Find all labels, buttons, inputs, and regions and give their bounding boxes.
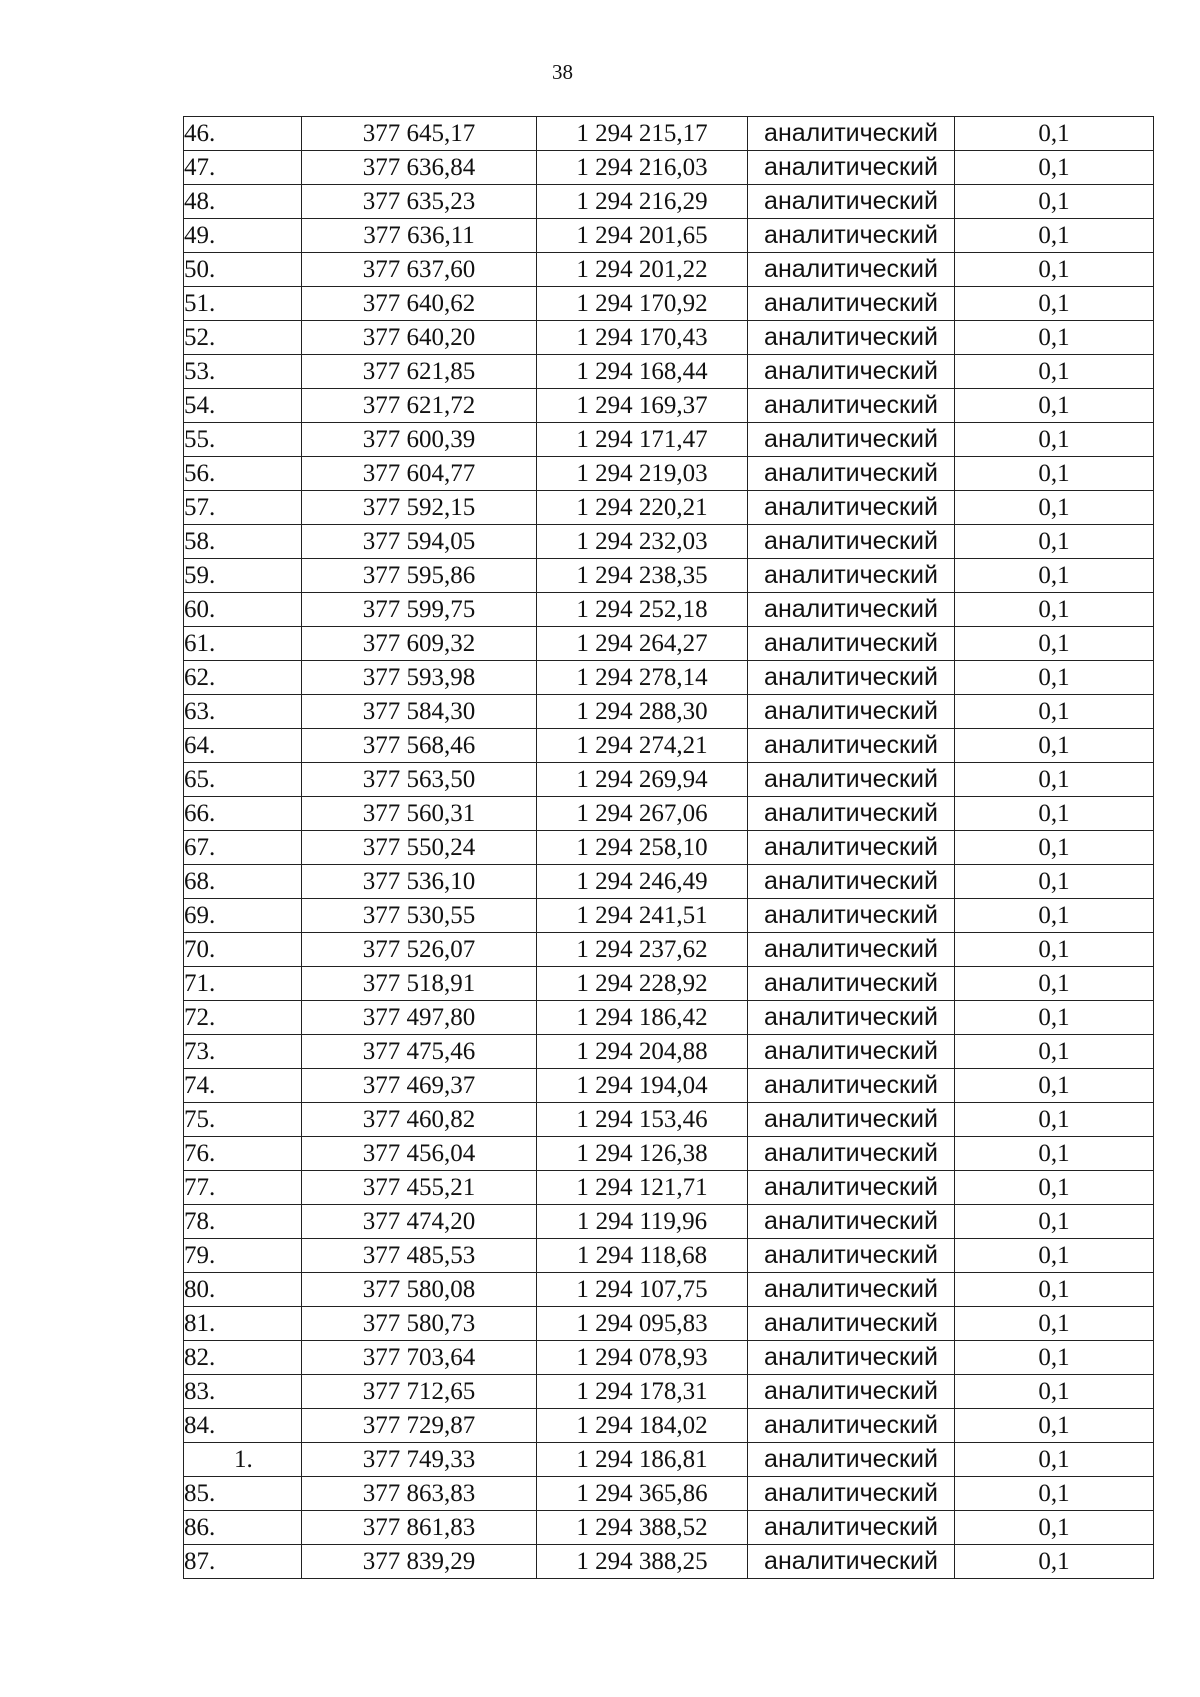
method-cell: аналитический <box>748 423 955 457</box>
y-coordinate-cell: 1 294 168,44 <box>537 355 748 389</box>
accuracy-cell: 0,1 <box>955 253 1154 287</box>
method-cell: аналитический <box>748 1307 955 1341</box>
method-cell: аналитический <box>748 695 955 729</box>
accuracy-cell: 0,1 <box>955 491 1154 525</box>
point-number-cell: 48. <box>184 185 302 219</box>
point-number-cell: 50. <box>184 253 302 287</box>
table-row <box>184 253 1154 287</box>
table-row <box>184 763 1154 797</box>
x-coordinate-cell: 377 645,17 <box>302 117 537 151</box>
table-row <box>184 1477 1154 1511</box>
x-coordinate-cell: 377 863,83 <box>302 1477 537 1511</box>
y-coordinate-cell: 1 294 388,52 <box>537 1511 748 1545</box>
x-coordinate-cell: 377 474,20 <box>302 1205 537 1239</box>
method-cell: аналитический <box>748 491 955 525</box>
point-number-cell: 58. <box>184 525 302 559</box>
y-coordinate-cell: 1 294 269,94 <box>537 763 748 797</box>
point-number-cell: 76. <box>184 1137 302 1171</box>
method-cell: аналитический <box>748 967 955 1001</box>
point-number-cell: 81. <box>184 1307 302 1341</box>
y-coordinate-cell: 1 294 184,02 <box>537 1409 748 1443</box>
table-row <box>184 185 1154 219</box>
accuracy-cell: 0,1 <box>955 831 1154 865</box>
accuracy-cell: 0,1 <box>955 797 1154 831</box>
method-cell: аналитический <box>748 1545 955 1579</box>
method-cell: аналитический <box>748 627 955 661</box>
x-coordinate-cell: 377 563,50 <box>302 763 537 797</box>
table-row <box>184 1273 1154 1307</box>
method-cell: аналитический <box>748 457 955 491</box>
coordinates-table <box>183 116 1154 1579</box>
accuracy-cell: 0,1 <box>955 287 1154 321</box>
accuracy-cell: 0,1 <box>955 763 1154 797</box>
y-coordinate-cell: 1 294 228,92 <box>537 967 748 1001</box>
table-row <box>184 559 1154 593</box>
table-row <box>184 321 1154 355</box>
accuracy-cell: 0,1 <box>955 355 1154 389</box>
method-cell: аналитический <box>748 1273 955 1307</box>
method-cell: аналитический <box>748 389 955 423</box>
point-number-cell: 60. <box>184 593 302 627</box>
y-coordinate-cell: 1 294 238,35 <box>537 559 748 593</box>
accuracy-cell: 0,1 <box>955 593 1154 627</box>
page-number: 38 <box>552 60 573 84</box>
y-coordinate-cell: 1 294 288,30 <box>537 695 748 729</box>
point-number-cell: 82. <box>184 1341 302 1375</box>
y-coordinate-cell: 1 294 264,27 <box>537 627 748 661</box>
accuracy-cell: 0,1 <box>955 1341 1154 1375</box>
method-cell: аналитический <box>748 865 955 899</box>
table-row <box>184 1341 1154 1375</box>
table-row <box>184 1103 1154 1137</box>
method-cell: аналитический <box>748 1443 955 1477</box>
method-cell: аналитический <box>748 593 955 627</box>
x-coordinate-cell: 377 460,82 <box>302 1103 537 1137</box>
accuracy-cell: 0,1 <box>955 389 1154 423</box>
table-row <box>184 661 1154 695</box>
method-cell: аналитический <box>748 1205 955 1239</box>
x-coordinate-cell: 377 580,08 <box>302 1273 537 1307</box>
table-row <box>184 389 1154 423</box>
method-cell: аналитический <box>748 117 955 151</box>
accuracy-cell: 0,1 <box>955 1171 1154 1205</box>
x-coordinate-cell: 377 640,62 <box>302 287 537 321</box>
point-number-cell: 66. <box>184 797 302 831</box>
accuracy-cell: 0,1 <box>955 695 1154 729</box>
y-coordinate-cell: 1 294 126,38 <box>537 1137 748 1171</box>
y-coordinate-cell: 1 294 170,92 <box>537 287 748 321</box>
table-row <box>184 1001 1154 1035</box>
y-coordinate-cell: 1 294 118,68 <box>537 1239 748 1273</box>
x-coordinate-cell: 377 594,05 <box>302 525 537 559</box>
point-number-cell: 67. <box>184 831 302 865</box>
y-coordinate-cell: 1 294 215,17 <box>537 117 748 151</box>
accuracy-cell: 0,1 <box>955 1001 1154 1035</box>
y-coordinate-cell: 1 294 246,49 <box>537 865 748 899</box>
table-row <box>184 865 1154 899</box>
y-coordinate-cell: 1 294 119,96 <box>537 1205 748 1239</box>
method-cell: аналитический <box>748 729 955 763</box>
point-number-cell: 59. <box>184 559 302 593</box>
y-coordinate-cell: 1 294 178,31 <box>537 1375 748 1409</box>
table-row <box>184 593 1154 627</box>
table-row <box>184 151 1154 185</box>
table-row <box>184 457 1154 491</box>
x-coordinate-cell: 377 640,20 <box>302 321 537 355</box>
accuracy-cell: 0,1 <box>955 1511 1154 1545</box>
y-coordinate-cell: 1 294 237,62 <box>537 933 748 967</box>
point-number-cell: 52. <box>184 321 302 355</box>
table-row <box>184 1511 1154 1545</box>
x-coordinate-cell: 377 600,39 <box>302 423 537 457</box>
y-coordinate-cell: 1 294 201,22 <box>537 253 748 287</box>
x-coordinate-cell: 377 518,91 <box>302 967 537 1001</box>
method-cell: аналитический <box>748 185 955 219</box>
y-coordinate-cell: 1 294 121,71 <box>537 1171 748 1205</box>
accuracy-cell: 0,1 <box>955 933 1154 967</box>
point-number-cell: 1. <box>184 1443 302 1477</box>
table-row <box>184 1035 1154 1069</box>
method-cell: аналитический <box>748 899 955 933</box>
y-coordinate-cell: 1 294 258,10 <box>537 831 748 865</box>
table-row <box>184 831 1154 865</box>
accuracy-cell: 0,1 <box>955 627 1154 661</box>
accuracy-cell: 0,1 <box>955 1205 1154 1239</box>
accuracy-cell: 0,1 <box>955 1273 1154 1307</box>
y-coordinate-cell: 1 294 171,47 <box>537 423 748 457</box>
method-cell: аналитический <box>748 1375 955 1409</box>
table-row <box>184 729 1154 763</box>
table-row <box>184 1545 1154 1579</box>
point-number-cell: 78. <box>184 1205 302 1239</box>
x-coordinate-cell: 377 635,23 <box>302 185 537 219</box>
table-row <box>184 695 1154 729</box>
y-coordinate-cell: 1 294 216,29 <box>537 185 748 219</box>
accuracy-cell: 0,1 <box>955 525 1154 559</box>
table-row <box>184 355 1154 389</box>
method-cell: аналитический <box>748 1409 955 1443</box>
x-coordinate-cell: 377 729,87 <box>302 1409 537 1443</box>
method-cell: аналитический <box>748 1171 955 1205</box>
table-row <box>184 1307 1154 1341</box>
table-row <box>184 1205 1154 1239</box>
x-coordinate-cell: 377 550,24 <box>302 831 537 865</box>
x-coordinate-cell: 377 636,11 <box>302 219 537 253</box>
x-coordinate-cell: 377 526,07 <box>302 933 537 967</box>
y-coordinate-cell: 1 294 194,04 <box>537 1069 748 1103</box>
point-number-cell: 85. <box>184 1477 302 1511</box>
method-cell: аналитический <box>748 831 955 865</box>
y-coordinate-cell: 1 294 241,51 <box>537 899 748 933</box>
y-coordinate-cell: 1 294 267,06 <box>537 797 748 831</box>
x-coordinate-cell: 377 609,32 <box>302 627 537 661</box>
method-cell: аналитический <box>748 253 955 287</box>
y-coordinate-cell: 1 294 232,03 <box>537 525 748 559</box>
x-coordinate-cell: 377 839,29 <box>302 1545 537 1579</box>
x-coordinate-cell: 377 712,65 <box>302 1375 537 1409</box>
accuracy-cell: 0,1 <box>955 185 1154 219</box>
table-row <box>184 1171 1154 1205</box>
x-coordinate-cell: 377 455,21 <box>302 1171 537 1205</box>
method-cell: аналитический <box>748 661 955 695</box>
method-cell: аналитический <box>748 559 955 593</box>
method-cell: аналитический <box>748 219 955 253</box>
accuracy-cell: 0,1 <box>955 1545 1154 1579</box>
point-number-cell: 49. <box>184 219 302 253</box>
method-cell: аналитический <box>748 1103 955 1137</box>
accuracy-cell: 0,1 <box>955 1103 1154 1137</box>
point-number-cell: 51. <box>184 287 302 321</box>
y-coordinate-cell: 1 294 252,18 <box>537 593 748 627</box>
y-coordinate-cell: 1 294 201,65 <box>537 219 748 253</box>
table-row <box>184 287 1154 321</box>
y-coordinate-cell: 1 294 365,86 <box>537 1477 748 1511</box>
table-row <box>184 1409 1154 1443</box>
point-number-cell: 69. <box>184 899 302 933</box>
table-row <box>184 1375 1154 1409</box>
point-number-cell: 56. <box>184 457 302 491</box>
table-row <box>184 627 1154 661</box>
point-number-cell: 68. <box>184 865 302 899</box>
y-coordinate-cell: 1 294 078,93 <box>537 1341 748 1375</box>
method-cell: аналитический <box>748 321 955 355</box>
point-number-cell: 62. <box>184 661 302 695</box>
y-coordinate-cell: 1 294 186,81 <box>537 1443 748 1477</box>
method-cell: аналитический <box>748 1477 955 1511</box>
x-coordinate-cell: 377 497,80 <box>302 1001 537 1035</box>
x-coordinate-cell: 377 621,85 <box>302 355 537 389</box>
x-coordinate-cell: 377 636,84 <box>302 151 537 185</box>
y-coordinate-cell: 1 294 153,46 <box>537 1103 748 1137</box>
accuracy-cell: 0,1 <box>955 219 1154 253</box>
table-row <box>184 967 1154 1001</box>
accuracy-cell: 0,1 <box>955 1409 1154 1443</box>
y-coordinate-cell: 1 294 216,03 <box>537 151 748 185</box>
accuracy-cell: 0,1 <box>955 1069 1154 1103</box>
x-coordinate-cell: 377 599,75 <box>302 593 537 627</box>
x-coordinate-cell: 377 595,86 <box>302 559 537 593</box>
x-coordinate-cell: 377 621,72 <box>302 389 537 423</box>
method-cell: аналитический <box>748 1001 955 1035</box>
method-cell: аналитический <box>748 1137 955 1171</box>
accuracy-cell: 0,1 <box>955 967 1154 1001</box>
table-row <box>184 491 1154 525</box>
table-row <box>184 1069 1154 1103</box>
x-coordinate-cell: 377 536,10 <box>302 865 537 899</box>
accuracy-cell: 0,1 <box>955 1375 1154 1409</box>
accuracy-cell: 0,1 <box>955 729 1154 763</box>
table-row <box>184 525 1154 559</box>
method-cell: аналитический <box>748 1069 955 1103</box>
accuracy-cell: 0,1 <box>955 457 1154 491</box>
point-number-cell: 83. <box>184 1375 302 1409</box>
x-coordinate-cell: 377 475,46 <box>302 1035 537 1069</box>
y-coordinate-cell: 1 294 169,37 <box>537 389 748 423</box>
table-row <box>184 1443 1154 1477</box>
method-cell: аналитический <box>748 1511 955 1545</box>
method-cell: аналитический <box>748 763 955 797</box>
method-cell: аналитический <box>748 151 955 185</box>
point-number-cell: 77. <box>184 1171 302 1205</box>
table-row <box>184 1137 1154 1171</box>
method-cell: аналитический <box>748 1035 955 1069</box>
point-number-cell: 87. <box>184 1545 302 1579</box>
accuracy-cell: 0,1 <box>955 1477 1154 1511</box>
point-number-cell: 72. <box>184 1001 302 1035</box>
y-coordinate-cell: 1 294 278,14 <box>537 661 748 695</box>
table-row <box>184 423 1154 457</box>
accuracy-cell: 0,1 <box>955 661 1154 695</box>
x-coordinate-cell: 377 749,33 <box>302 1443 537 1477</box>
point-number-cell: 74. <box>184 1069 302 1103</box>
point-number-cell: 53. <box>184 355 302 389</box>
point-number-cell: 86. <box>184 1511 302 1545</box>
method-cell: аналитический <box>748 525 955 559</box>
x-coordinate-cell: 377 604,77 <box>302 457 537 491</box>
x-coordinate-cell: 377 861,83 <box>302 1511 537 1545</box>
x-coordinate-cell: 377 469,37 <box>302 1069 537 1103</box>
y-coordinate-cell: 1 294 170,43 <box>537 321 748 355</box>
point-number-cell: 55. <box>184 423 302 457</box>
point-number-cell: 71. <box>184 967 302 1001</box>
accuracy-cell: 0,1 <box>955 865 1154 899</box>
accuracy-cell: 0,1 <box>955 1035 1154 1069</box>
method-cell: аналитический <box>748 355 955 389</box>
accuracy-cell: 0,1 <box>955 559 1154 593</box>
accuracy-cell: 0,1 <box>955 1239 1154 1273</box>
method-cell: аналитический <box>748 1341 955 1375</box>
y-coordinate-cell: 1 294 220,21 <box>537 491 748 525</box>
point-number-cell: 80. <box>184 1273 302 1307</box>
x-coordinate-cell: 377 530,55 <box>302 899 537 933</box>
point-number-cell: 46. <box>184 117 302 151</box>
point-number-cell: 57. <box>184 491 302 525</box>
accuracy-cell: 0,1 <box>955 117 1154 151</box>
method-cell: аналитический <box>748 1239 955 1273</box>
coordinates-table-body <box>184 117 1154 1579</box>
accuracy-cell: 0,1 <box>955 321 1154 355</box>
table-row <box>184 933 1154 967</box>
y-coordinate-cell: 1 294 107,75 <box>537 1273 748 1307</box>
point-number-cell: 61. <box>184 627 302 661</box>
point-number-cell: 64. <box>184 729 302 763</box>
point-number-cell: 63. <box>184 695 302 729</box>
x-coordinate-cell: 377 568,46 <box>302 729 537 763</box>
y-coordinate-cell: 1 294 274,21 <box>537 729 748 763</box>
point-number-cell: 75. <box>184 1103 302 1137</box>
x-coordinate-cell: 377 592,15 <box>302 491 537 525</box>
table-row <box>184 117 1154 151</box>
accuracy-cell: 0,1 <box>955 1137 1154 1171</box>
x-coordinate-cell: 377 485,53 <box>302 1239 537 1273</box>
x-coordinate-cell: 377 580,73 <box>302 1307 537 1341</box>
point-number-cell: 54. <box>184 389 302 423</box>
table-row <box>184 797 1154 831</box>
accuracy-cell: 0,1 <box>955 1443 1154 1477</box>
table-row <box>184 1239 1154 1273</box>
accuracy-cell: 0,1 <box>955 1307 1154 1341</box>
y-coordinate-cell: 1 294 204,88 <box>537 1035 748 1069</box>
x-coordinate-cell: 377 593,98 <box>302 661 537 695</box>
accuracy-cell: 0,1 <box>955 899 1154 933</box>
table-row <box>184 899 1154 933</box>
x-coordinate-cell: 377 560,31 <box>302 797 537 831</box>
table-row <box>184 219 1154 253</box>
method-cell: аналитический <box>748 933 955 967</box>
y-coordinate-cell: 1 294 095,83 <box>537 1307 748 1341</box>
point-number-cell: 47. <box>184 151 302 185</box>
y-coordinate-cell: 1 294 186,42 <box>537 1001 748 1035</box>
y-coordinate-cell: 1 294 388,25 <box>537 1545 748 1579</box>
method-cell: аналитический <box>748 287 955 321</box>
x-coordinate-cell: 377 703,64 <box>302 1341 537 1375</box>
point-number-cell: 84. <box>184 1409 302 1443</box>
method-cell: аналитический <box>748 797 955 831</box>
x-coordinate-cell: 377 456,04 <box>302 1137 537 1171</box>
accuracy-cell: 0,1 <box>955 423 1154 457</box>
y-coordinate-cell: 1 294 219,03 <box>537 457 748 491</box>
x-coordinate-cell: 377 637,60 <box>302 253 537 287</box>
x-coordinate-cell: 377 584,30 <box>302 695 537 729</box>
point-number-cell: 73. <box>184 1035 302 1069</box>
point-number-cell: 79. <box>184 1239 302 1273</box>
point-number-cell: 65. <box>184 763 302 797</box>
point-number-cell: 70. <box>184 933 302 967</box>
accuracy-cell: 0,1 <box>955 151 1154 185</box>
